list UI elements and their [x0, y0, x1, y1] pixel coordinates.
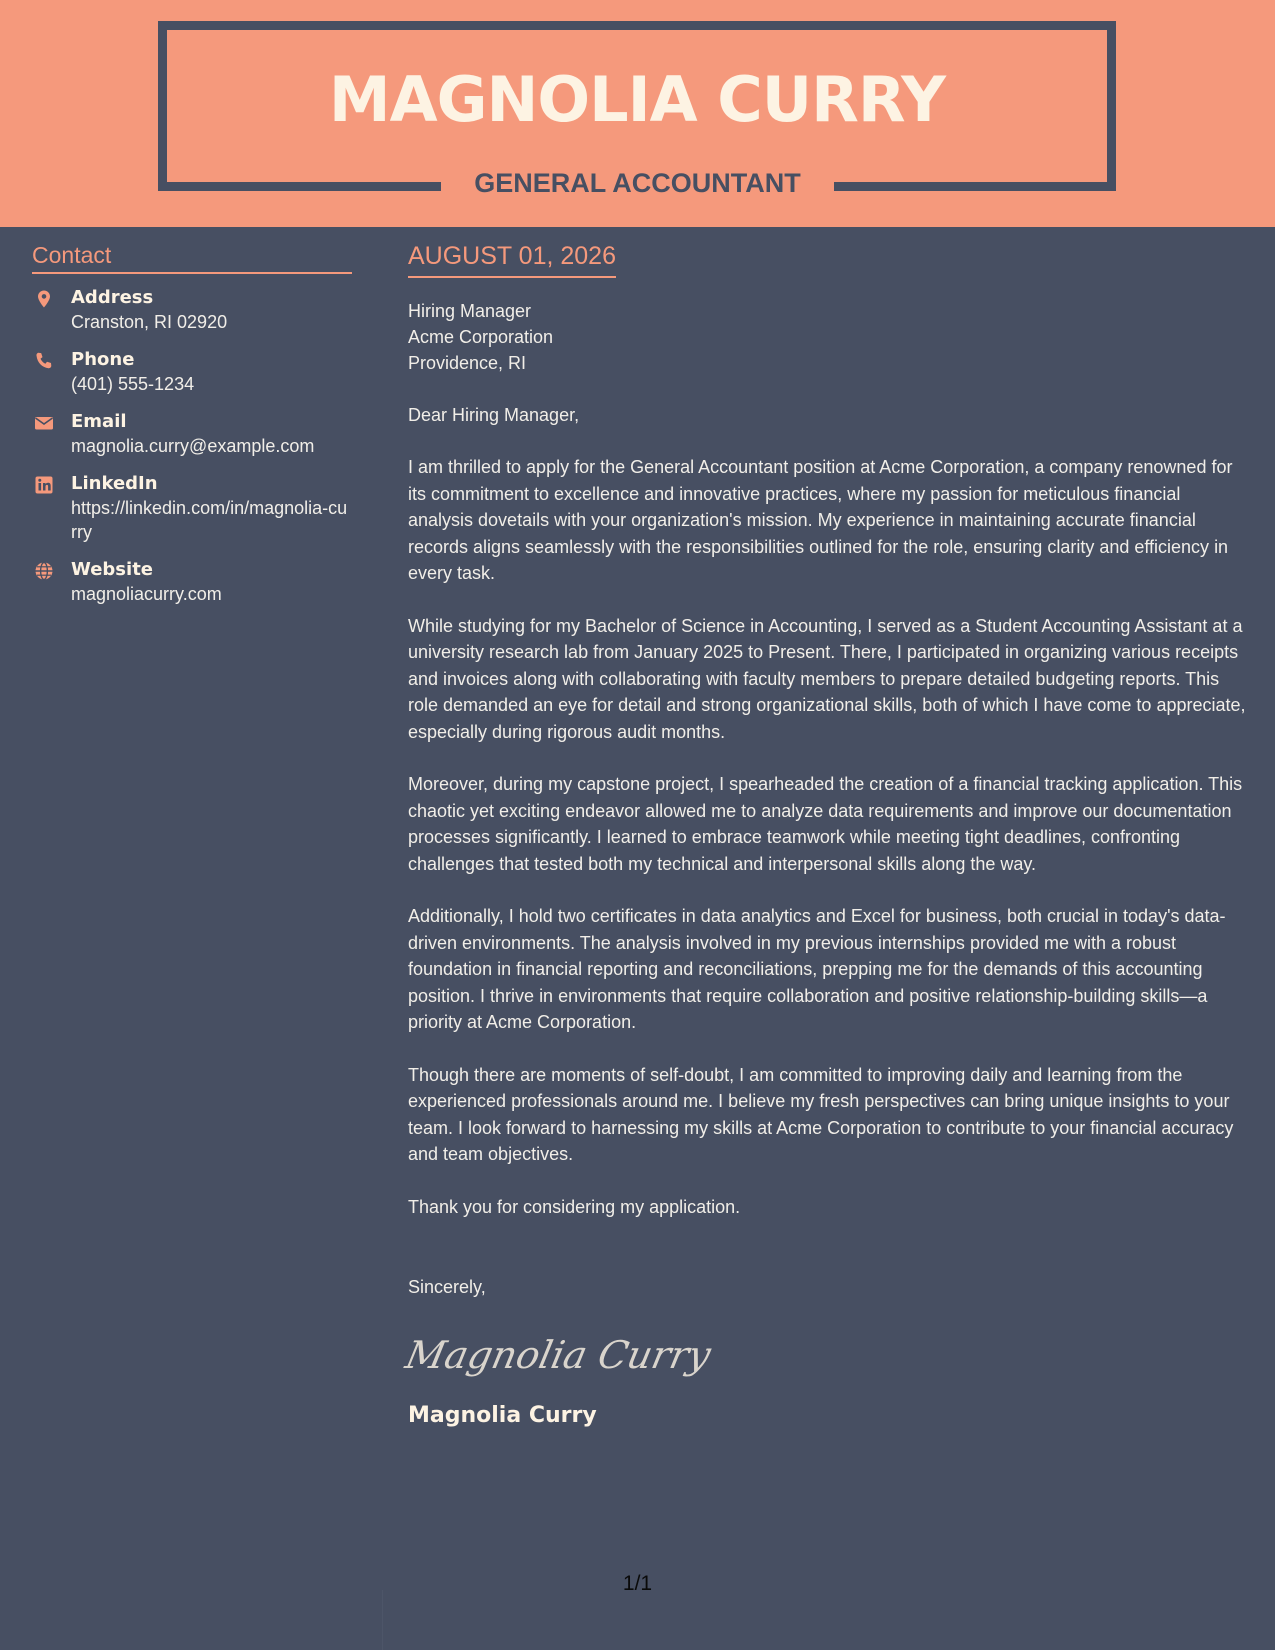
salutation: Dear Hiring Manager,	[408, 405, 580, 425]
contact-heading: Contact	[32, 240, 352, 274]
paragraph: Moreover, during my capstone project, I spearheaded the creation of a financial tracking application. This chaotic yet exciting endeavor allowed me to analyze data requirements and improve our documentation processes significantly. I learned to embrace teamwork while meeting tight deadlines, confronting challenges that tested both my technical and interpersonal skills along the way.	[408, 774, 1243, 874]
letter-date: AUGUST 01, 2026	[408, 240, 616, 278]
letter-body	[401, 240, 1248, 1430]
page-number: 1/1	[622, 1572, 653, 1595]
map-pin-icon	[34, 289, 54, 309]
recipient-block	[408, 298, 1248, 376]
email-value[interactable]: magnolia.curry@example.com	[71, 436, 315, 456]
frame-bottom-right	[834, 182, 1116, 191]
paragraph: While studying for my Bachelor of Science in Accounting, I served as a Student Accounting Assistant at a university research lab from January 2025 to Present. There, I participated in organizing various receipts and invoices along with collaborating with faculty members to prepare detailed budgeting reports. This role demanded an eye for detail and strong organizational skills, both of which I have come to appreciate, especially during rigorous audit months.	[408, 615, 1246, 742]
contact-item-email	[32, 410, 352, 458]
signature	[401, 1320, 1248, 1390]
signature-image	[401, 1320, 715, 1390]
recipient-line: Providence, RI	[408, 353, 527, 373]
contact-item-phone	[32, 348, 352, 396]
globe-icon	[34, 561, 54, 581]
job-title: GENERAL ACCOUNTANT	[474, 168, 801, 198]
contact-label: Website	[71, 559, 154, 580]
paragraph: I am thrilled to apply for the General Accountant position at Acme Corporation, a company renowned for its commitment to excellence and innovative practices, where my passion for meticulous financial analysis dovetails with your organization's mission. My experience in maintaining accurate financial records aligns seamlessly with the responsibilities outlined for the role, ensuring clarity and efficiency in every task.	[408, 457, 1233, 583]
paragraph: Though there are moments of self-doubt, I am committed to improving daily and learning from the experienced professionals around me. I believe my fresh perspectives can bring unique insights to your team. I look forward to harnessing my skills at Acme Corporation to contribute to your financial accuracy and team objectives.	[408, 1064, 1234, 1164]
closing: Sincerely,	[408, 1277, 486, 1297]
recipient-line: Hiring Manager	[408, 301, 532, 321]
envelope-icon	[34, 413, 54, 433]
candidate-name: MAGNOLIA CURRY	[328, 63, 946, 136]
recipient-line: Acme Corporation	[408, 327, 554, 347]
contact-label: Address	[71, 287, 154, 308]
paragraph: Thank you for considering my application.	[408, 1196, 741, 1217]
column-divider	[382, 1590, 383, 1650]
contact-item-address	[32, 286, 352, 334]
address-value: Cranston, RI 02920	[71, 312, 228, 332]
linkedin-value[interactable]: https://linkedin.com/in/magnolia-curry	[71, 498, 348, 542]
frame-bottom-left	[158, 182, 441, 191]
website-value[interactable]: magnoliacurry.com	[71, 584, 222, 604]
signed-name: Magnolia Curry	[408, 1403, 597, 1428]
contact-label: LinkedIn	[71, 473, 158, 494]
contact-sidebar	[32, 240, 352, 620]
paragraph: Additionally, I hold two certificates in data analytics and Excel for business, both crucial in today's data-driven environments. The analysis involved in my previous internships provided me with a robust foundation in financial reporting and reconciliations, prepping me for the demands of this accounting position. I thrive in environments that require collaboration and positive relationship-building skills—a priority at Acme Corporation.	[408, 906, 1226, 1032]
contact-item-linkedin	[32, 472, 352, 544]
signature-text: Magnolia Curry	[401, 1333, 715, 1378]
phone-value: (401) 555-1234	[71, 374, 195, 394]
phone-icon	[34, 351, 54, 371]
contact-item-website	[32, 558, 352, 606]
contact-label: Phone	[71, 349, 135, 370]
linkedin-icon	[34, 475, 54, 495]
header-banner	[0, 0, 1275, 227]
contact-label: Email	[71, 411, 127, 432]
